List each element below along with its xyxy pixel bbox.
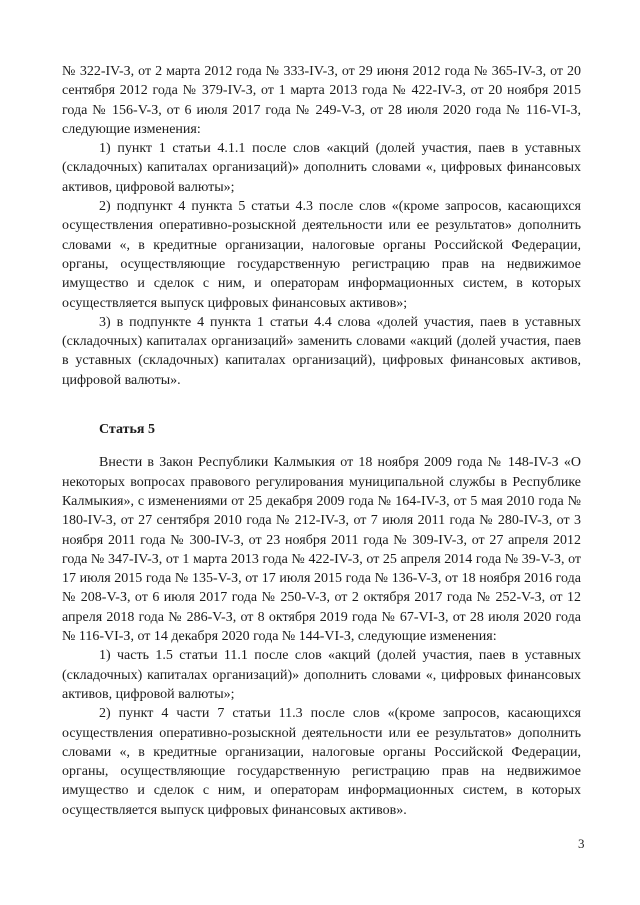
article5-intro-paragraph: Внести в Закон Республики Калмыкия от 18 ноября 2009 года № 148-IV-З «О некоторых вопросах правового регулирования муниципальной службы в Республике Калмыкия», с изменениями от 25 декабря 2009 года № 164-IV-З, от 5 мая 2010 года № 180-IV-З, от 27 сентября 2010 года № 212-IV-З, от 7 июля 2011 года № 280-IV-З, от 3 ноября 2011 года № 300-IV-З, от 23 ноября 2011 года № 309-IV-З, от 27 апреля 2012 года № 347-IV-З, от 1 марта 2013 года № 422-IV-З, от 25 апреля 2014 года № 39-V-З, от 17 июля 2015 года № 135-V-З, от 17 июля 2015 года № 136-V-З, от 18 ноября 2016 года № 208-V-З, от 6 июля 2017 года № 250-V-З, от 2 октября 2017 года № 252-V-З, от 12 апреля 2018 года № 286-V-З, от 8 октября 2019 года № 67-VI-З, от 28 июля 2020 года № 116-VI-З, от 14 декабря 2020 года № 144-VI-З, следующие изменения: <box>62 455 581 645</box>
article4-item-2: 2) подпункт 4 пункта 5 статьи 4.3 после слов «(кроме запросов, касающихся осуществления оперативно-розыскной деятельности или ее результатов» дополнить словами «, в кредитные организации, налоговые органы Российской Федерации, органы, осуществляющие государственную регистрацию прав на недвижимое имущество и сделок с ним, и операторам информационных систем, в которых осуществляется выпуск цифровых финансовых активов»; <box>62 199 581 311</box>
article5-item-2: 2) пункт 4 части 7 статьи 11.3 после слов «(кроме запросов, касающихся осуществления оперативно-розыскной деятельности или ее результатов» дополнить словами «, в кредитные организации, налоговые органы Российской Федерации, органы, осуществляющие государственную регистрацию прав на недвижимое имущество и сделок с ним, и операторам информационных систем, в которых осуществляется выпуск цифровых финансовых активов». <box>62 706 581 818</box>
document-body <box>62 62 581 820</box>
article5-heading: Статья 5 <box>99 422 155 438</box>
paragraph-amendments-list-continuation: № 322-IV-З, от 2 марта 2012 года № 333-IV-З, от 29 июня 2012 года № 365-IV-З, от 20 сентября 2012 года № 379-IV-З, от 1 марта 2013 года № 422-IV-З, от 20 ноября 2015 года № 156-V-З, от 6 июля 2017 года № 249-V-З, от 28 июля 2020 года № 116-VI-З, следующие изменения: <box>62 64 581 137</box>
article4-item-3: 3) в подпункте 4 пункта 1 статьи 4.4 слова «долей участия, паев в уставных (складочных) капиталах организаций» заменить словами «акций (долей участия, паев в уставных (складочных) капиталах организаций), цифровых финансовых активов, цифровой валюты». <box>62 314 581 388</box>
article4-item-1: 1) пункт 1 статьи 4.1.1 после слов «акций (долей участия, паев в уставных (складочных) капиталах организаций)» дополнить словами «, цифровых финансовых активов, цифровой валюты»; <box>62 141 581 195</box>
article5-item-1: 1) часть 1.5 статьи 11.1 после слов «акций (долей участия, паев в уставных (складочных) капиталах организаций)» дополнить словами «, цифровых финансовых активов, цифровой валюты»; <box>62 648 581 702</box>
page-number: 3 <box>578 836 585 851</box>
